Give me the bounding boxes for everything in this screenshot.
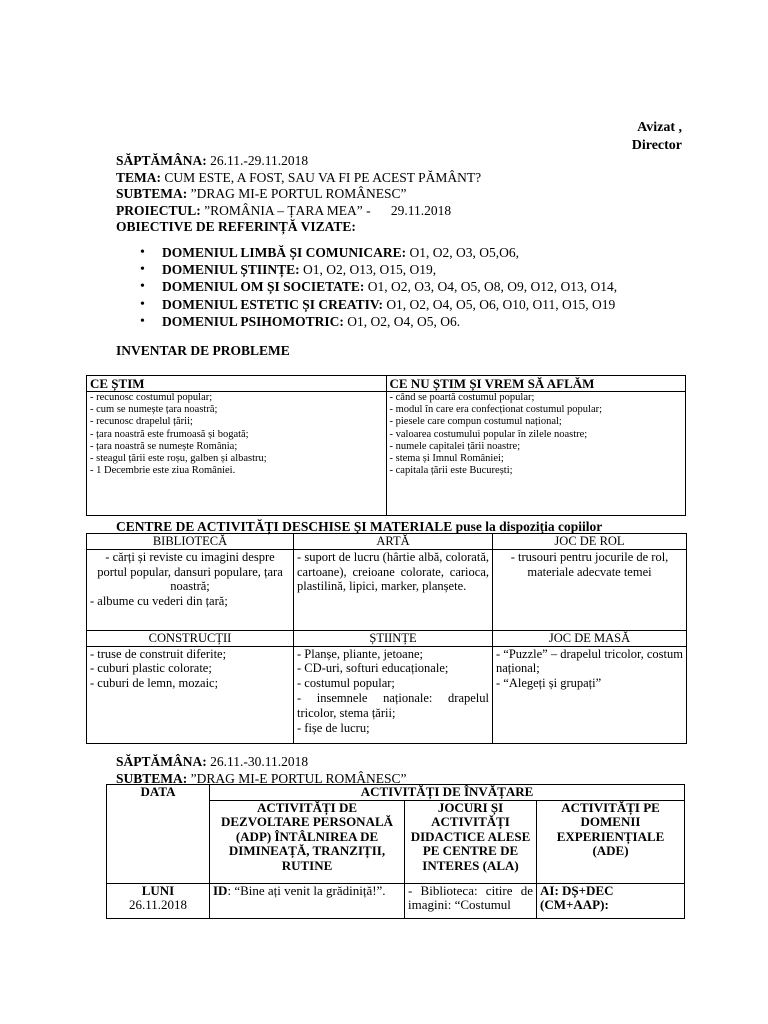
joc-masa-cell: - “Puzzle” – drapelul tricolor, costum național; - “Alegeți și grupați” [493, 646, 687, 743]
joc-rol-cell: - trusouri pentru jocurile de rol, materiale adecvate temei [493, 549, 687, 630]
adp-cell: ID: “Bine ați venit la grădiniță!”. [210, 883, 405, 918]
approval-note [626, 119, 682, 155]
date-header: DATA [107, 785, 210, 884]
stiinte-cell: - Planșe, pliante, jetoane; - CD-uri, softuri educaționale; - costumul popular; - insemnele naționale: drapelul tricolor, stema țării; - fișe de lucru; [294, 646, 493, 743]
domain-item: • DOMENIUL LIMBĂ ȘI COMUNICARE: O1, O2, O3, O5,O6, [140, 244, 617, 261]
domain-item: • DOMENIUL OM ȘI SOCIETATE: O1, O2, O3, O4, O5, O8, O9, O12, O13, O14, [140, 278, 617, 295]
theme-line: TEMA: CUM ESTE, A FOST, SAU VA FI PE ACEST PĂMÂNT? [116, 169, 482, 185]
subtheme-line-2: SUBTEMA: ”DRAG MI-E PORTUL ROMÂNESC” [116, 770, 407, 786]
domain-item: • DOMENIUL PSIHOMOTRIC: O1, O2, O4, O5, O6. [140, 313, 617, 330]
week-line: SĂPTĂMÂNA: 26.11.-29.11.2018 [116, 153, 309, 168]
domain-item: • DOMENIUL ȘTIINȚE: O1, O2, O13, O15, O19, [140, 261, 617, 278]
plan-header [116, 153, 481, 236]
centres-table [86, 533, 687, 744]
centre-header: CONSTRUCȚII [87, 630, 294, 646]
constructii-cell: - truse de construit diferite; - cuburi plastic colorate; - cuburi de lemn, mozaic; [87, 646, 294, 743]
weekly-plan-table [106, 784, 685, 919]
centres-title: CENTRE DE ACTIVITĂȚI DESCHISE ȘI MATERIALE puse la dispoziția copiilor [116, 519, 603, 534]
centre-header: ARTĂ [294, 534, 493, 550]
biblioteca-cell: - cărți și reviste cu imagini despre portul popular, dansuri populare, țara noastră; - albume cu vederi din țară; [87, 549, 294, 630]
unknown-header: CE NU ȘTIM ȘI VREM SĂ AFLĂM [386, 376, 686, 392]
known-list: - recunosc costumul popular; - cum se numește țara noastră; - recunosc drapelul țării; - țara noastră este frumoasă și bogată; - țara noastră se numește România; - steagul țării este roșu, galben și albastru; - 1 Decembrie este ziua României. [87, 392, 387, 516]
inventory-table [86, 375, 686, 516]
activities-header: ACTIVITĂȚI DE ÎNVĂȚARE [210, 785, 685, 801]
inventory-title: INVENTAR DE PROBLEME [116, 343, 290, 358]
adp-header: ACTIVITĂȚI DE DEZVOLTARE PERSONALĂ (ADP) ÎNTÂLNIREA DE DIMINEAȚĂ, TRANZIȚII, RUTINE [210, 800, 405, 883]
week-header [116, 754, 406, 787]
week-line-2: SĂPTĂMÂNA: 26.11.-30.11.2018 [116, 754, 309, 769]
arta-cell: - suport de lucru (hârtie albă, colorată, cartoane), creioane colorate, carioca, plastilină, lipici, marker, planșete. [294, 549, 493, 630]
project-line: PROIECTUL: ”ROMÂNIA – ȚARA MEA” - 29.11.2018 [116, 202, 452, 218]
day-cell: LUNI 26.11.2018 [107, 883, 210, 918]
centre-header: BIBLIOTECĂ [87, 534, 294, 550]
ade-header: ACTIVITĂȚI PE DOMENII EXPERIENȚIALE (ADE) [537, 800, 685, 883]
director-label: Director [631, 138, 682, 153]
unknown-list: - când se poartă costumul popular; - modul în care era confecționat costumul popular; - piesele care compun costumul național; - valoarea costumului popular în zilele noastre; - numele capitalei țării noastre; - stema și Imnul României; - capitala țării este București; [386, 392, 686, 516]
ala-cell: - Biblioteca: citire de imagini: “Costumul [405, 883, 537, 918]
approval-label: Avizat , [637, 120, 682, 135]
centre-header: ȘTIINȚE [294, 630, 493, 646]
centre-header: JOC DE MASĂ [493, 630, 687, 646]
objectives-heading: OBIECTIVE DE REFERINȚĂ VIZATE: [116, 219, 356, 234]
known-header: CE ȘTIM [87, 376, 387, 392]
subtheme-line: SUBTEMA: ”DRAG MI-E PORTUL ROMÂNESC” [116, 186, 407, 201]
ade-cell: AI: DȘ+DEC (CM+AAP): [537, 883, 685, 918]
centre-header: JOC DE ROL [493, 534, 687, 550]
domains-list [140, 244, 617, 330]
domain-item: • DOMENIUL ESTETIC ȘI CREATIV: O1, O2, O4, O5, O6, O10, O11, O15, O19 [140, 296, 617, 313]
ala-header: JOCURI ȘI ACTIVITĂȚI DIDACTICE ALESE PE CENTRE DE INTERES (ALA) [405, 800, 537, 883]
